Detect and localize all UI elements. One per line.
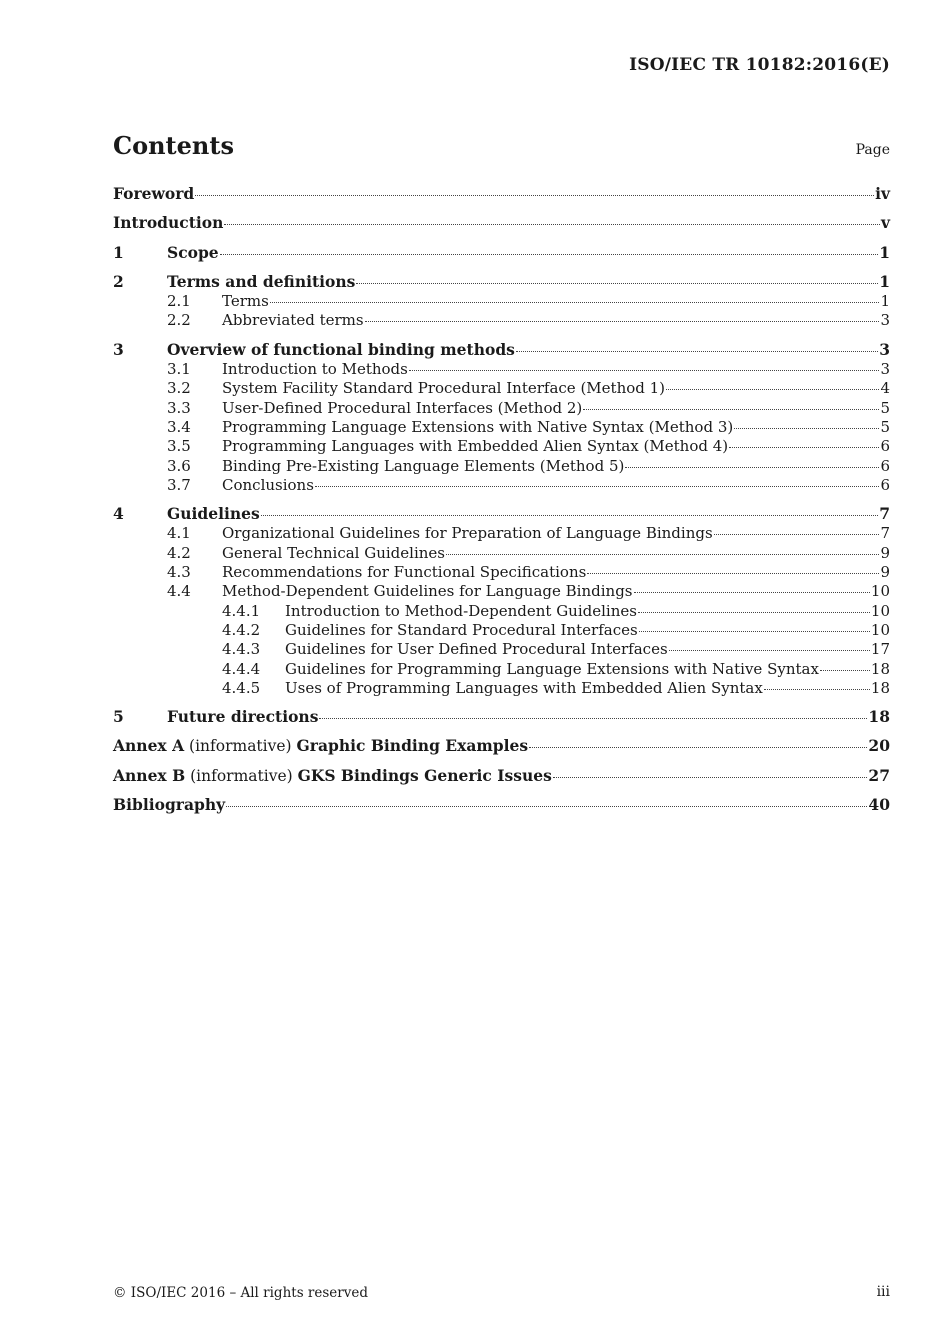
dot-leader	[261, 515, 878, 516]
toc-entry-number: 5	[113, 707, 124, 727]
dot-leader	[729, 447, 879, 448]
toc-entry-number: 4.4.1	[222, 601, 261, 620]
toc-entry-number: 4.1	[167, 524, 191, 543]
footer-copyright: © ISO/IEC 2016 – All rights reserved	[113, 1285, 368, 1301]
annex-label: Annex B	[113, 765, 186, 785]
toc-entry-title	[222, 563, 586, 582]
toc-entry-page: iv	[875, 184, 890, 203]
toc-entry[interactable]	[113, 736, 890, 756]
dot-leader	[625, 467, 879, 468]
dot-leader	[270, 302, 880, 303]
toc-entry-page: 6	[880, 456, 890, 475]
toc-entry[interactable]	[113, 660, 890, 679]
toc-entry-title	[222, 457, 624, 476]
toc-entry-title-text: System Facility Standard Procedural Interface (Method 1)	[222, 379, 666, 398]
toc-entry-number: 3.5	[167, 437, 191, 456]
document-identifier: ISO/IEC TR 10182:2016(E)	[629, 55, 890, 75]
toc-entry-number: 4	[113, 504, 124, 524]
dot-leader	[666, 389, 879, 390]
dot-leader	[583, 409, 879, 410]
dot-leader	[553, 777, 868, 778]
toc-entry-page: 10	[870, 582, 890, 601]
toc-entry-title-text: Guidelines for User Defined Procedural Interfaces	[285, 640, 668, 659]
dot-leader	[820, 670, 870, 671]
toc-entry-number: 4.4.4	[222, 659, 261, 678]
toc-entry[interactable]	[113, 476, 890, 495]
toc-entry[interactable]	[113, 399, 890, 418]
toc-entry-page: 17	[870, 640, 890, 659]
dot-leader	[319, 718, 867, 719]
toc-entry-title	[285, 640, 668, 659]
toc-entry-title	[222, 292, 269, 311]
toc-entry-title	[285, 602, 637, 621]
toc-entry-number: 3.2	[167, 379, 191, 398]
dot-leader	[409, 370, 880, 371]
page-column-label: Page	[855, 142, 890, 158]
toc-entry-title	[222, 544, 445, 563]
toc-entry-number: 4.4	[167, 582, 191, 601]
toc-entry-title-text: Overview of functional binding methods	[167, 339, 515, 359]
dot-leader	[669, 650, 870, 651]
toc-entry-page: 1	[879, 242, 890, 262]
toc-entry-title-text: Graphic Binding Examples	[296, 736, 529, 756]
toc-entry-title	[167, 707, 318, 727]
toc-entry[interactable]	[113, 292, 890, 311]
toc-entry-title	[222, 311, 364, 330]
toc-entry-title-text: Programming Languages with Embedded Alien Syntax (Method 4)	[222, 437, 729, 456]
toc-entry-title	[167, 243, 219, 263]
toc-entry-title-text: Introduction	[113, 213, 224, 233]
annex-label: Annex A	[113, 736, 185, 756]
toc-entry-number: 2	[113, 271, 124, 291]
dot-leader	[714, 534, 880, 535]
toc-entry[interactable]	[113, 184, 890, 204]
toc-entry-number: 2.2	[167, 311, 191, 330]
toc-entry-number: 3.1	[167, 360, 191, 379]
toc-entry-number: 2.1	[167, 292, 191, 311]
toc-entry-page: v	[880, 213, 890, 233]
toc-entry[interactable]	[113, 544, 890, 563]
toc-entry-title-text: Introduction to Methods	[222, 360, 408, 379]
dot-leader	[365, 321, 880, 322]
toc-entry[interactable]	[113, 213, 890, 233]
toc-entry[interactable]	[113, 602, 890, 621]
toc-entry-page: 1	[880, 292, 890, 311]
toc-entry-title-text: Method-Dependent Guidelines for Language Bindings	[222, 582, 633, 601]
toc-entry[interactable]	[113, 340, 890, 360]
toc-entry[interactable]	[113, 243, 890, 263]
toc-entry-number: 3.4	[167, 417, 191, 436]
dot-leader	[356, 283, 878, 284]
toc-entry-title	[285, 660, 819, 679]
toc-entry[interactable]	[113, 272, 890, 292]
toc-entry-title-text: Organizational Guidelines for Preparation of Language Bindings	[222, 524, 713, 543]
toc-entry-title	[113, 184, 194, 204]
toc-entry-page: 10	[870, 620, 890, 639]
toc-entry-title	[113, 795, 225, 815]
toc-entry-title-text: Guidelines for Programming Language Extensions with Native Syntax	[285, 659, 819, 678]
toc-entry-title	[222, 379, 665, 398]
toc-entry[interactable]	[113, 582, 890, 601]
toc-entry-title-text: Foreword	[113, 184, 195, 203]
toc-entry[interactable]	[113, 621, 890, 640]
toc-entry-title	[222, 418, 733, 437]
contents-heading: Contents	[113, 131, 234, 160]
dot-leader	[220, 254, 879, 255]
toc-entry-number: 4.4.2	[222, 620, 261, 639]
toc-entry-title-text: Conclusions	[222, 475, 314, 494]
toc-entry[interactable]	[113, 457, 890, 476]
toc-entry-title	[167, 272, 355, 292]
toc-entry-page: 5	[880, 417, 890, 436]
toc-entry[interactable]	[113, 379, 890, 398]
toc-entry[interactable]	[113, 360, 890, 379]
toc-entry[interactable]	[113, 795, 890, 815]
toc-entry-page: 20	[868, 736, 890, 756]
toc-entry-number: 4.3	[167, 563, 191, 582]
toc-entry-page: 18	[870, 678, 890, 697]
dot-leader	[226, 806, 867, 807]
toc-entry[interactable]	[113, 563, 890, 582]
toc-entry-title	[222, 399, 582, 418]
dot-leader	[529, 747, 867, 748]
annex-type: (informative)	[190, 766, 293, 785]
toc-entry-page: 4	[880, 379, 890, 398]
dot-leader	[224, 224, 880, 225]
toc-entry-number: 1	[113, 242, 124, 262]
dot-leader	[315, 486, 880, 487]
toc-entry-page: 10	[870, 601, 890, 620]
toc-entry-title-text: Guidelines for Standard Procedural Interfaces	[285, 620, 638, 639]
toc-entry-title	[285, 621, 638, 640]
toc-entry-page: 6	[880, 437, 890, 456]
toc-entry-title	[222, 524, 713, 543]
annex-type: (informative)	[189, 737, 292, 756]
toc-entry-page: 5	[880, 398, 890, 417]
toc-entry-page: 7	[880, 524, 890, 543]
toc-entry-title-text: Bibliography	[113, 795, 226, 815]
dot-leader	[638, 612, 870, 613]
dot-leader	[639, 631, 870, 632]
toc-entry-title	[285, 679, 763, 698]
toc-entry-title	[113, 736, 528, 756]
toc-entry[interactable]	[113, 707, 890, 727]
dot-leader	[516, 351, 878, 352]
toc-entry-title-text: Introduction to Method-Dependent Guidelines	[285, 601, 637, 620]
toc-entry-title-text: Terms	[222, 292, 269, 311]
toc-entry-number: 4.4.5	[222, 678, 261, 697]
toc-entry[interactable]	[113, 311, 890, 330]
toc-entry-number: 3.7	[167, 475, 191, 494]
toc-entry-title-text: Terms and definitions	[167, 271, 356, 291]
dot-leader	[734, 428, 879, 429]
toc-entry-page: 1	[879, 271, 890, 291]
toc-entry-title-text: Uses of Programming Languages with Embedded Alien Syntax	[285, 678, 763, 697]
toc-entry-title-text: Recommendations for Functional Specifications	[222, 563, 587, 582]
toc-entry-number: 3	[113, 339, 124, 359]
toc-entry[interactable]	[113, 504, 890, 524]
toc-entry[interactable]	[113, 418, 890, 437]
toc-entry-title-text: Binding Pre-Existing Language Elements (Method 5)	[222, 456, 625, 475]
toc-entry[interactable]	[113, 437, 890, 456]
toc-entry-title-text: Guidelines	[167, 504, 260, 524]
toc-entry-title	[222, 437, 728, 456]
toc-entry-page: 18	[868, 707, 890, 727]
toc-entry-page: 9	[880, 563, 890, 582]
toc-entry[interactable]	[113, 640, 890, 659]
toc-entry-title-text: Scope	[167, 242, 219, 262]
toc-entry-title-text: Future directions	[167, 707, 319, 727]
dot-leader	[634, 592, 870, 593]
dot-leader	[587, 573, 879, 574]
toc-entry-title	[222, 360, 408, 379]
toc-entry-page: 6	[880, 475, 890, 494]
footer-page-number: iii	[876, 1284, 890, 1300]
toc-entry-title	[222, 582, 633, 601]
toc-entry-title-text: GKS Bindings Generic Issues	[297, 765, 552, 785]
toc-entry-number: 4.2	[167, 543, 191, 562]
toc-entry-title	[113, 213, 223, 233]
dot-leader	[446, 554, 879, 555]
toc-entry-page: 3	[880, 311, 890, 330]
dot-leader	[195, 195, 874, 196]
toc-entry-number: 3.3	[167, 398, 191, 417]
toc-entry-title-text: Abbreviated terms	[222, 311, 364, 330]
toc-entry-page: 9	[880, 543, 890, 562]
toc-entry[interactable]	[113, 524, 890, 543]
toc-entry-number: 4.4.3	[222, 640, 261, 659]
toc-entry-page: 3	[879, 339, 890, 359]
toc-entry-page: 27	[868, 765, 890, 785]
toc-entry-title	[167, 504, 260, 524]
toc-entry-title-text: User-Defined Procedural Interfaces (Method 2)	[222, 398, 583, 417]
toc-entry-page: 3	[880, 360, 890, 379]
toc-entry-title	[222, 476, 314, 495]
toc-entry-title	[113, 766, 552, 786]
dot-leader	[764, 689, 870, 690]
toc-entry-page: 18	[870, 659, 890, 678]
toc-entry-number: 3.6	[167, 456, 191, 475]
toc-entry-page: 7	[879, 504, 890, 524]
table-of-contents	[113, 184, 890, 815]
toc-entry-page: 40	[868, 795, 890, 815]
toc-entry-title	[167, 340, 515, 360]
toc-entry-title-text: Programming Language Extensions with Native Syntax (Method 3)	[222, 417, 734, 436]
toc-entry-title-text: General Technical Guidelines	[222, 543, 445, 562]
toc-entry[interactable]	[113, 766, 890, 786]
toc-entry[interactable]	[113, 679, 890, 698]
